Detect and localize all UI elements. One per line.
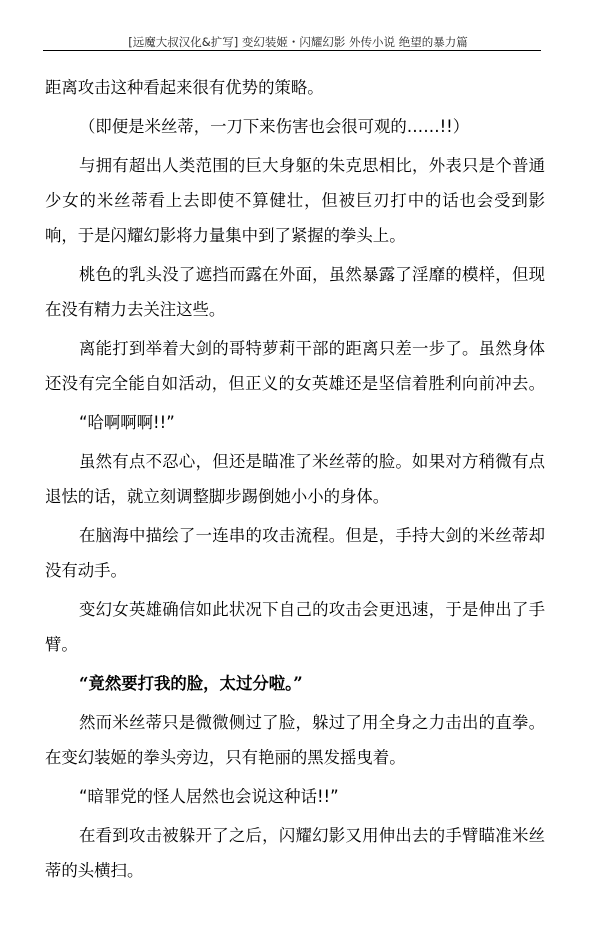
text-line: 蒂的头横扫。 [45, 861, 144, 880]
text-line: 然而米丝蒂只是微微侧过了脸，躲过了用全身之力击出的直拳。 [79, 713, 545, 732]
text-line: 少女的米丝蒂看上去即使不算健壮，但被巨刃打中的话也会受到影 [45, 191, 545, 210]
text-line: “竟然要打我的脸，太过分啦。” [79, 674, 303, 693]
text-line: 虽然有点不忍心，但还是瞄准了米丝蒂的脸。如果对方稍微有点 [79, 452, 545, 471]
text-line: 没有动手。 [45, 561, 127, 580]
dialogue-paragraph [45, 779, 545, 814]
running-header-title: [远魔大叔汉化&扩写] 变幻装姬・闪耀幻影 外传小说 绝望的暴力篇 [128, 35, 468, 49]
narration-paragraph [45, 592, 545, 662]
body-text [45, 70, 545, 892]
narration-paragraph [45, 257, 545, 327]
text-line: 与拥有超出人类范围的巨大身躯的朱克思相比，外表只是个普通 [79, 156, 545, 175]
narration-paragraph [45, 518, 545, 588]
text-line: 在脑海中描绘了一连串的攻击流程。但是，手持大剑的米丝蒂却 [79, 526, 545, 545]
text-line: 在没有精力去关注这些。 [45, 300, 226, 319]
emphasized-dialogue-paragraph [45, 666, 545, 701]
narration-paragraph [45, 818, 545, 888]
text-line: 离能打到举着大剑的哥特萝莉干部的距离只差一步了。虽然身体 [79, 339, 545, 358]
text-line: 臂。 [45, 635, 78, 654]
header-rule [43, 50, 541, 51]
text-line: 退怯的话，就立刻调整脚步踢倒她小小的身体。 [45, 487, 390, 506]
text-line: “暗罪党的怪人居然也会说这种话!!” [79, 787, 339, 806]
thought-paragraph [45, 109, 545, 144]
text-line: 响，于是闪耀幻影将力量集中到了紧握的拳头上。 [45, 226, 406, 245]
text-line: 还没有完全能自如活动，但正义的女英雄还是坚信着胜利向前冲去。 [45, 374, 545, 393]
text-line: 变幻女英雄确信如此状况下自己的攻击会更迅速，于是伸出了手 [79, 600, 545, 619]
text-line: 距离攻击这种看起来很有优势的策略。 [45, 78, 324, 97]
text-line: （即便是米丝蒂，一刀下来伤害也会很可观的……!!） [79, 117, 470, 136]
narration-paragraph [45, 331, 545, 401]
text-line: “哈啊啊啊!!” [79, 413, 175, 432]
narration-paragraph [45, 148, 545, 253]
dialogue-paragraph [45, 405, 545, 440]
narration-paragraph [45, 705, 545, 775]
text-line: 在看到攻击被躲开了之后，闪耀幻影又用伸出去的手臂瞄准米丝 [79, 826, 545, 845]
narration-paragraph [45, 444, 545, 514]
text-line: 在变幻装姬的拳头旁边，只有艳丽的黑发摇曳着。 [45, 748, 406, 767]
narration-paragraph [45, 70, 545, 105]
text-line: 桃色的乳头没了遮挡而露在外面，虽然暴露了淫靡的模样，但现 [79, 265, 545, 284]
